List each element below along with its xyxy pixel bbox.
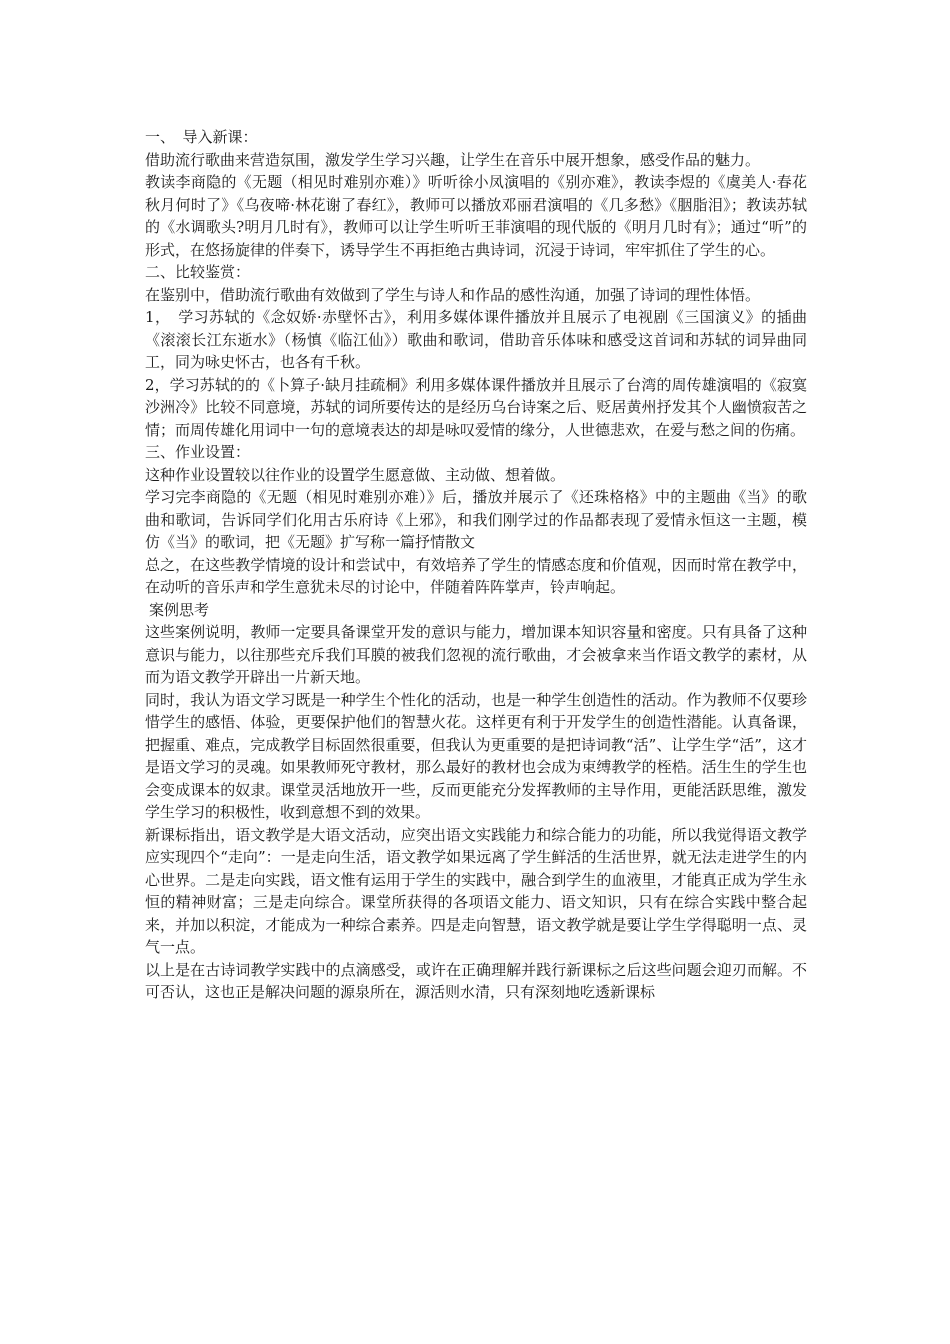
section-heading-compare: 二、比较鉴赏： (145, 263, 251, 281)
paragraph: 在鉴别中，借助流行歌曲有效做到了学生与诗人和作品的感性沟通，加强了诗词的理性体悟。 (145, 285, 761, 304)
paragraph: 借助流行歌曲来营造氛围，激发学生学习兴趣，让学生在音乐中展开想象，感受作品的魅力。 (145, 150, 761, 169)
list-item: 2，学习苏轼的的《卜算子·缺月挂疏桐》利用多媒体课件播放并且展示了台湾的周传雄演唱的《寂寞沙洲冷》比较不同意境，苏轼的词所要传达的是经历乌台诗案之后、贬居黄州抒发其个人幽愤寂苦之情；而周传雄化用词中一句的意境表达的却是咏叹爱情的缘分，人世德悲欢，在爱与愁之间的伤痛。 (145, 375, 807, 439)
list-item: 1， 学习苏轼的《念奴娇·赤壁怀古》，利用多媒体课件播放并且展示了电视剧《三国演义》的插曲《滚滚长江东逝水》（杨慎《临江仙》）歌曲和歌词，借助音乐体味和感受这首词和苏轼的词异曲同工，同为咏史怀古，也各有千秋。 (145, 308, 807, 371)
paragraph: 新课标指出，语文教学是大语文活动，应突出语文实践能力和综合能力的功能，所以我觉得语文教学应实现四个“走向”：一是走向生活，语文教学如果远离了学生鲜活的生活世界，就无法走进学生的内心世界。二是走向实践，语文惟有运用于学生的实践中，融合到学生的血液里，才能真正成为学生永恒的精神财富；三是走向综合。课堂所获得的各项语文能力、语文知识，只有在综合实践中整合起来，并加以积淀，才能成为一种综合素养。四是走向智慧，语文教学就是要让学生学得聪明一点、灵气一点。 (145, 825, 807, 956)
document-body (145, 126, 807, 1004)
paragraph: 总之，在这些教学情境的设计和尝试中，有效培养了学生的情感态度和价值观，因而时常在教学中，在动听的音乐声和学生意犹未尽的讨论中，伴随着阵阵掌声，铃声响起。 (145, 555, 807, 596)
paragraph: 以上是在古诗词教学实践中的点滴感受，或许在正确理解并践行新课标之后这些问题会迎刃而解。不可否认，这也正是解决问题的源泉所在，源活则水清，只有深刻地吃透新课标 (145, 960, 807, 1001)
paragraph: 这种作业设置较以往作业的设置学生愿意做、主动做、想着做。 (145, 465, 566, 484)
paragraph: 教读李商隐的《无题（相见时难别亦难）》听听徐小凤演唱的《别亦难》，教读李煜的《虞美人·春花秋月何时了》《乌夜啼·林花谢了春红》，教师可以播放邓丽君演唱的《几多愁》《胭脂泪》；教读苏轼的《水调歌头?明月几时有》，教师可以让学生听听王菲演唱的现代版的《明月几时有》；通过“听”的形式，在悠扬旋律的伴奏下，诱导学生不再拒绝古典诗词，沉浸于诗词，牢牢抓住了学生的心。 (145, 173, 807, 259)
paragraph: 这些案例说明，教师一定要具备课堂开发的意识与能力，增加课本知识容量和密度。只有具备了这种意识与能力，以往那些充斥我们耳膜的被我们忽视的流行歌曲，才会被拿来当作语文教学的素材，从而为语文教学开辟出一片新天地。 (145, 623, 807, 686)
section-heading-intro: 一、 导入新课： (145, 128, 258, 146)
paragraph: 学习完李商隐的《无题（相见时难别亦难）》后，播放并展示了《还珠格格》中的主题曲《当》的歌曲和歌词，告诉同学们化用古乐府诗《上邪》，和我们刚学过的作品都表现了爱情永恒这一主题，模仿《当》的歌词，把《无题》扩写称一篇抒情散文 (145, 488, 807, 551)
section-heading-reflection: 案例思考 (149, 600, 210, 619)
paragraph: 同时，我认为语文学习既是一种学生个性化的活动，也是一种学生创造性的活动。作为教师不仅要珍惜学生的感悟、体验，更要保护他们的智慧火花。这样更有利于开发学生的创造性潜能。认真备课，把握重、难点，完成教学目标固然很重要，但我认为更重要的是把诗词教“活”、让学生学“活”，这才是语文学习的灵魂。如果教师死守教材，那么最好的教材也会成为束缚教学的桎梏。活生生的学生也会变成课本的奴隶。课堂灵活地放开一些，反而更能充分发挥教师的主导作用，更能活跃思维，激发学生学习的积极性，收到意想不到的效果。 (145, 690, 807, 821)
section-heading-homework: 三、作业设置： (145, 443, 251, 461)
